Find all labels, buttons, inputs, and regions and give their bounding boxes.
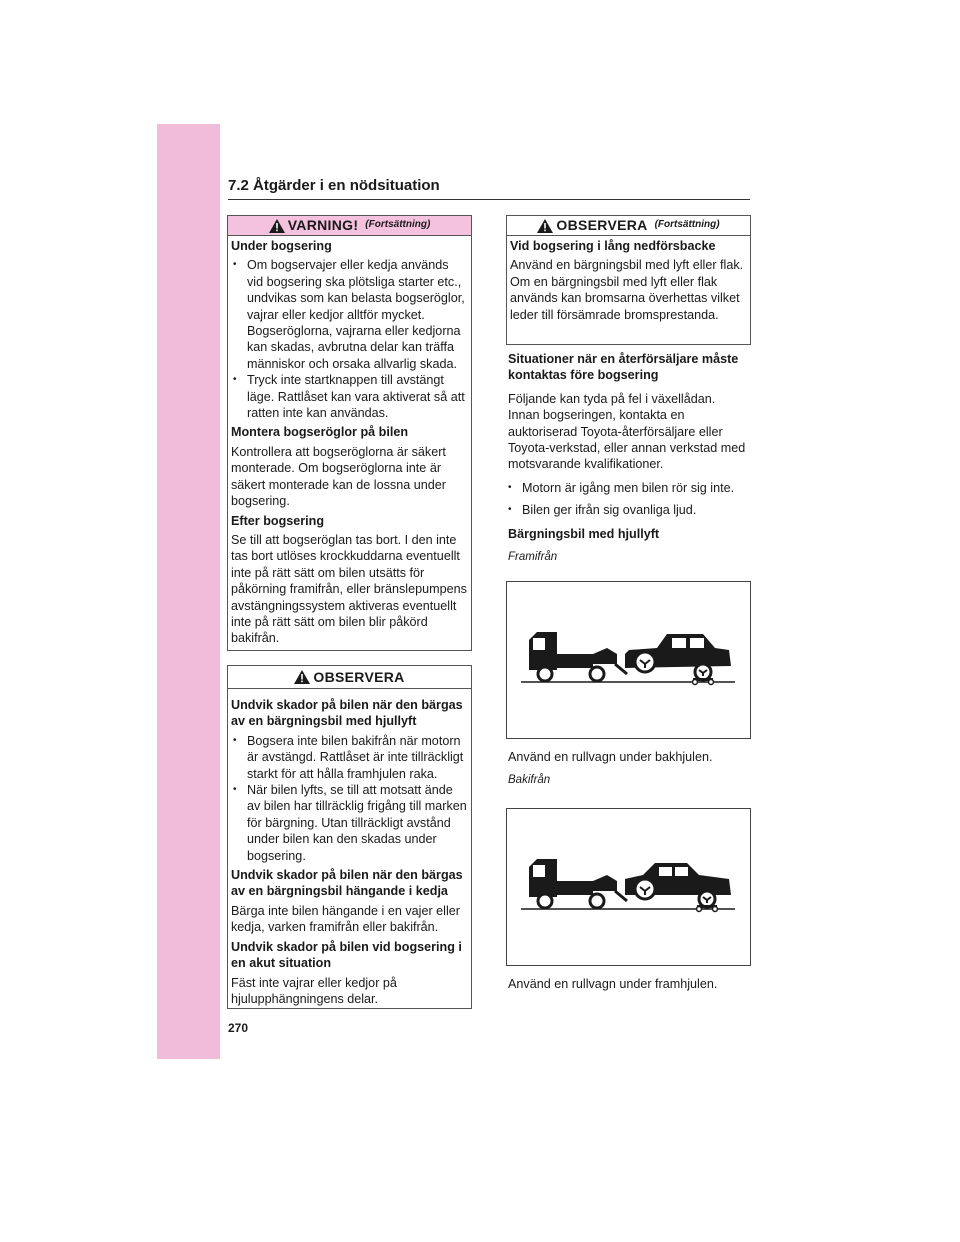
notice-heading-3: Undvik skador på bilen vid bogsering i en akut situation [231,939,462,971]
warning-triangle-icon [294,670,310,684]
notice-list [231,733,467,864]
list-item: • Motorn är igång men bilen rör sig inte. [508,480,748,496]
notice-continued-heading: Vid bogsering i lång nedförsbacke [510,239,716,253]
warning-title: VARNING! [287,217,359,234]
section-divider [228,199,750,200]
warning-heading-2: Montera bogseröglor på bilen [231,425,409,440]
warning-box [227,215,472,651]
figure-rear-tow [506,808,751,966]
section-title: 7.2 Åtgärder i en nödsituation [228,177,440,194]
notice-box-continued [506,215,751,345]
notice-text-3: Fäst inte vajrar eller kedjor på hjulupphängningens delar. [231,975,397,1006]
side-tab-bar [157,124,220,1059]
notice-continued-text: Använd en bärgningsbil med lyft eller flak. Om en bärgningsbil med lyft eller flak används kan bromsarna överhettas vilket leder till försämrade bromsprestanda. [510,258,744,322]
notice-header [228,666,471,689]
notice-continued-header [507,216,750,236]
dealer-section [508,351,748,565]
figure-front-tow [506,581,751,739]
front-caption: Använd en rullvagn under bakhjulen. [508,750,713,764]
warning-heading-1: Under bogsering [231,239,332,253]
tow-truck-illustration [507,582,750,738]
list-item: • Tryck inte startknappen till avstängt läge. Rattlåset kan vara aktiverat så att ratten inte kan användas. [231,372,467,421]
tow-heading: Bärgningsbil med hjullyft [508,526,660,541]
notice-continued-title: OBSERVERA [556,217,648,234]
warning-text-2: Kontrollera att bogseröglorna är säkert monterade. Om bogseröglorna inte är säkert monterade kan de lossna under bogsering. [231,444,446,509]
notice-title: OBSERVERA [313,668,405,685]
list-item: • Bilen ger ifrån sig ovanliga ljud. [508,502,748,518]
rear-caption-block [508,976,748,992]
list-item: • När bilen lyfts, se till att motsatt ände av bilen har tillräcklig frigång till marken för bärgning. Utan tillräckligt avstånd under bilen kan den skadas under bogsering. [231,782,467,864]
rear-label: Bakifrån [508,774,551,787]
notice-text-2: Bärga inte bilen hängande i en vajer eller kedja, varken framifrån eller bakifrån. [231,903,460,935]
list-item: • Bogsera inte bilen bakifrån när motorn är avstängd. Rattlåset är inte tillräckligt starkt för att hålla framhjulen raka. [231,733,467,782]
dealer-intro: Följande kan tyda på fel i växellådan. Innan bogseringen, kontakta en auktoriserad Toyota-återförsäljare eller Toyota-verkstad, eller annan verkstad med motsvarande kvalifikationer. [508,391,746,472]
warning-triangle-icon [269,219,285,233]
warning-continued: (Fortsättning) [365,219,431,231]
symptom-list [508,480,748,519]
list-item: • Om bogservajer eller kedja används vid bogsering ska plötsliga starter etc., undvikas som kan belasta bogseröglor, vajrar eller kedjor alltför mycket. Bogseröglorna, vajrarna eller kedjorna kan skadas, avbrutna delar kan träffa människor och orsaka allvarlig skada. [231,257,467,372]
notice-heading-1: Undvik skador på bilen när den bärgas av en bärgningsbil med hjullyft [231,698,463,729]
page-number: 270 [228,1021,249,1035]
notice-box [227,665,472,1009]
front-label: Framifrån [508,551,558,564]
warning-list [231,257,467,421]
notice-heading-2: Undvik skador på bilen när den bärgas av en bärgningsbil hängande i kedja [231,868,463,899]
tow-truck-illustration [507,809,750,965]
warning-triangle-icon [537,219,553,233]
front-caption-block [508,749,748,789]
warning-heading-3: Efter bogsering [231,513,325,528]
notice-continued-label: (Fortsättning) [654,219,720,231]
dealer-heading: Situationer när en återförsäljare måste kontaktas före bogsering [508,352,739,383]
warning-header [228,216,471,236]
rear-caption: Använd en rullvagn under framhjulen. [508,977,718,991]
warning-text-3: Se till att bogseröglan tas bort. I den inte tas bort utlöses krockkuddarna eventuellt inte på rätt sätt om bilen utsätts för påkörning framifrån, eller bränslepumpens avstängningssystem aktiveras eventuellt inte på rätt sätt om bilen blir påkörd bakifrån. [231,532,467,646]
